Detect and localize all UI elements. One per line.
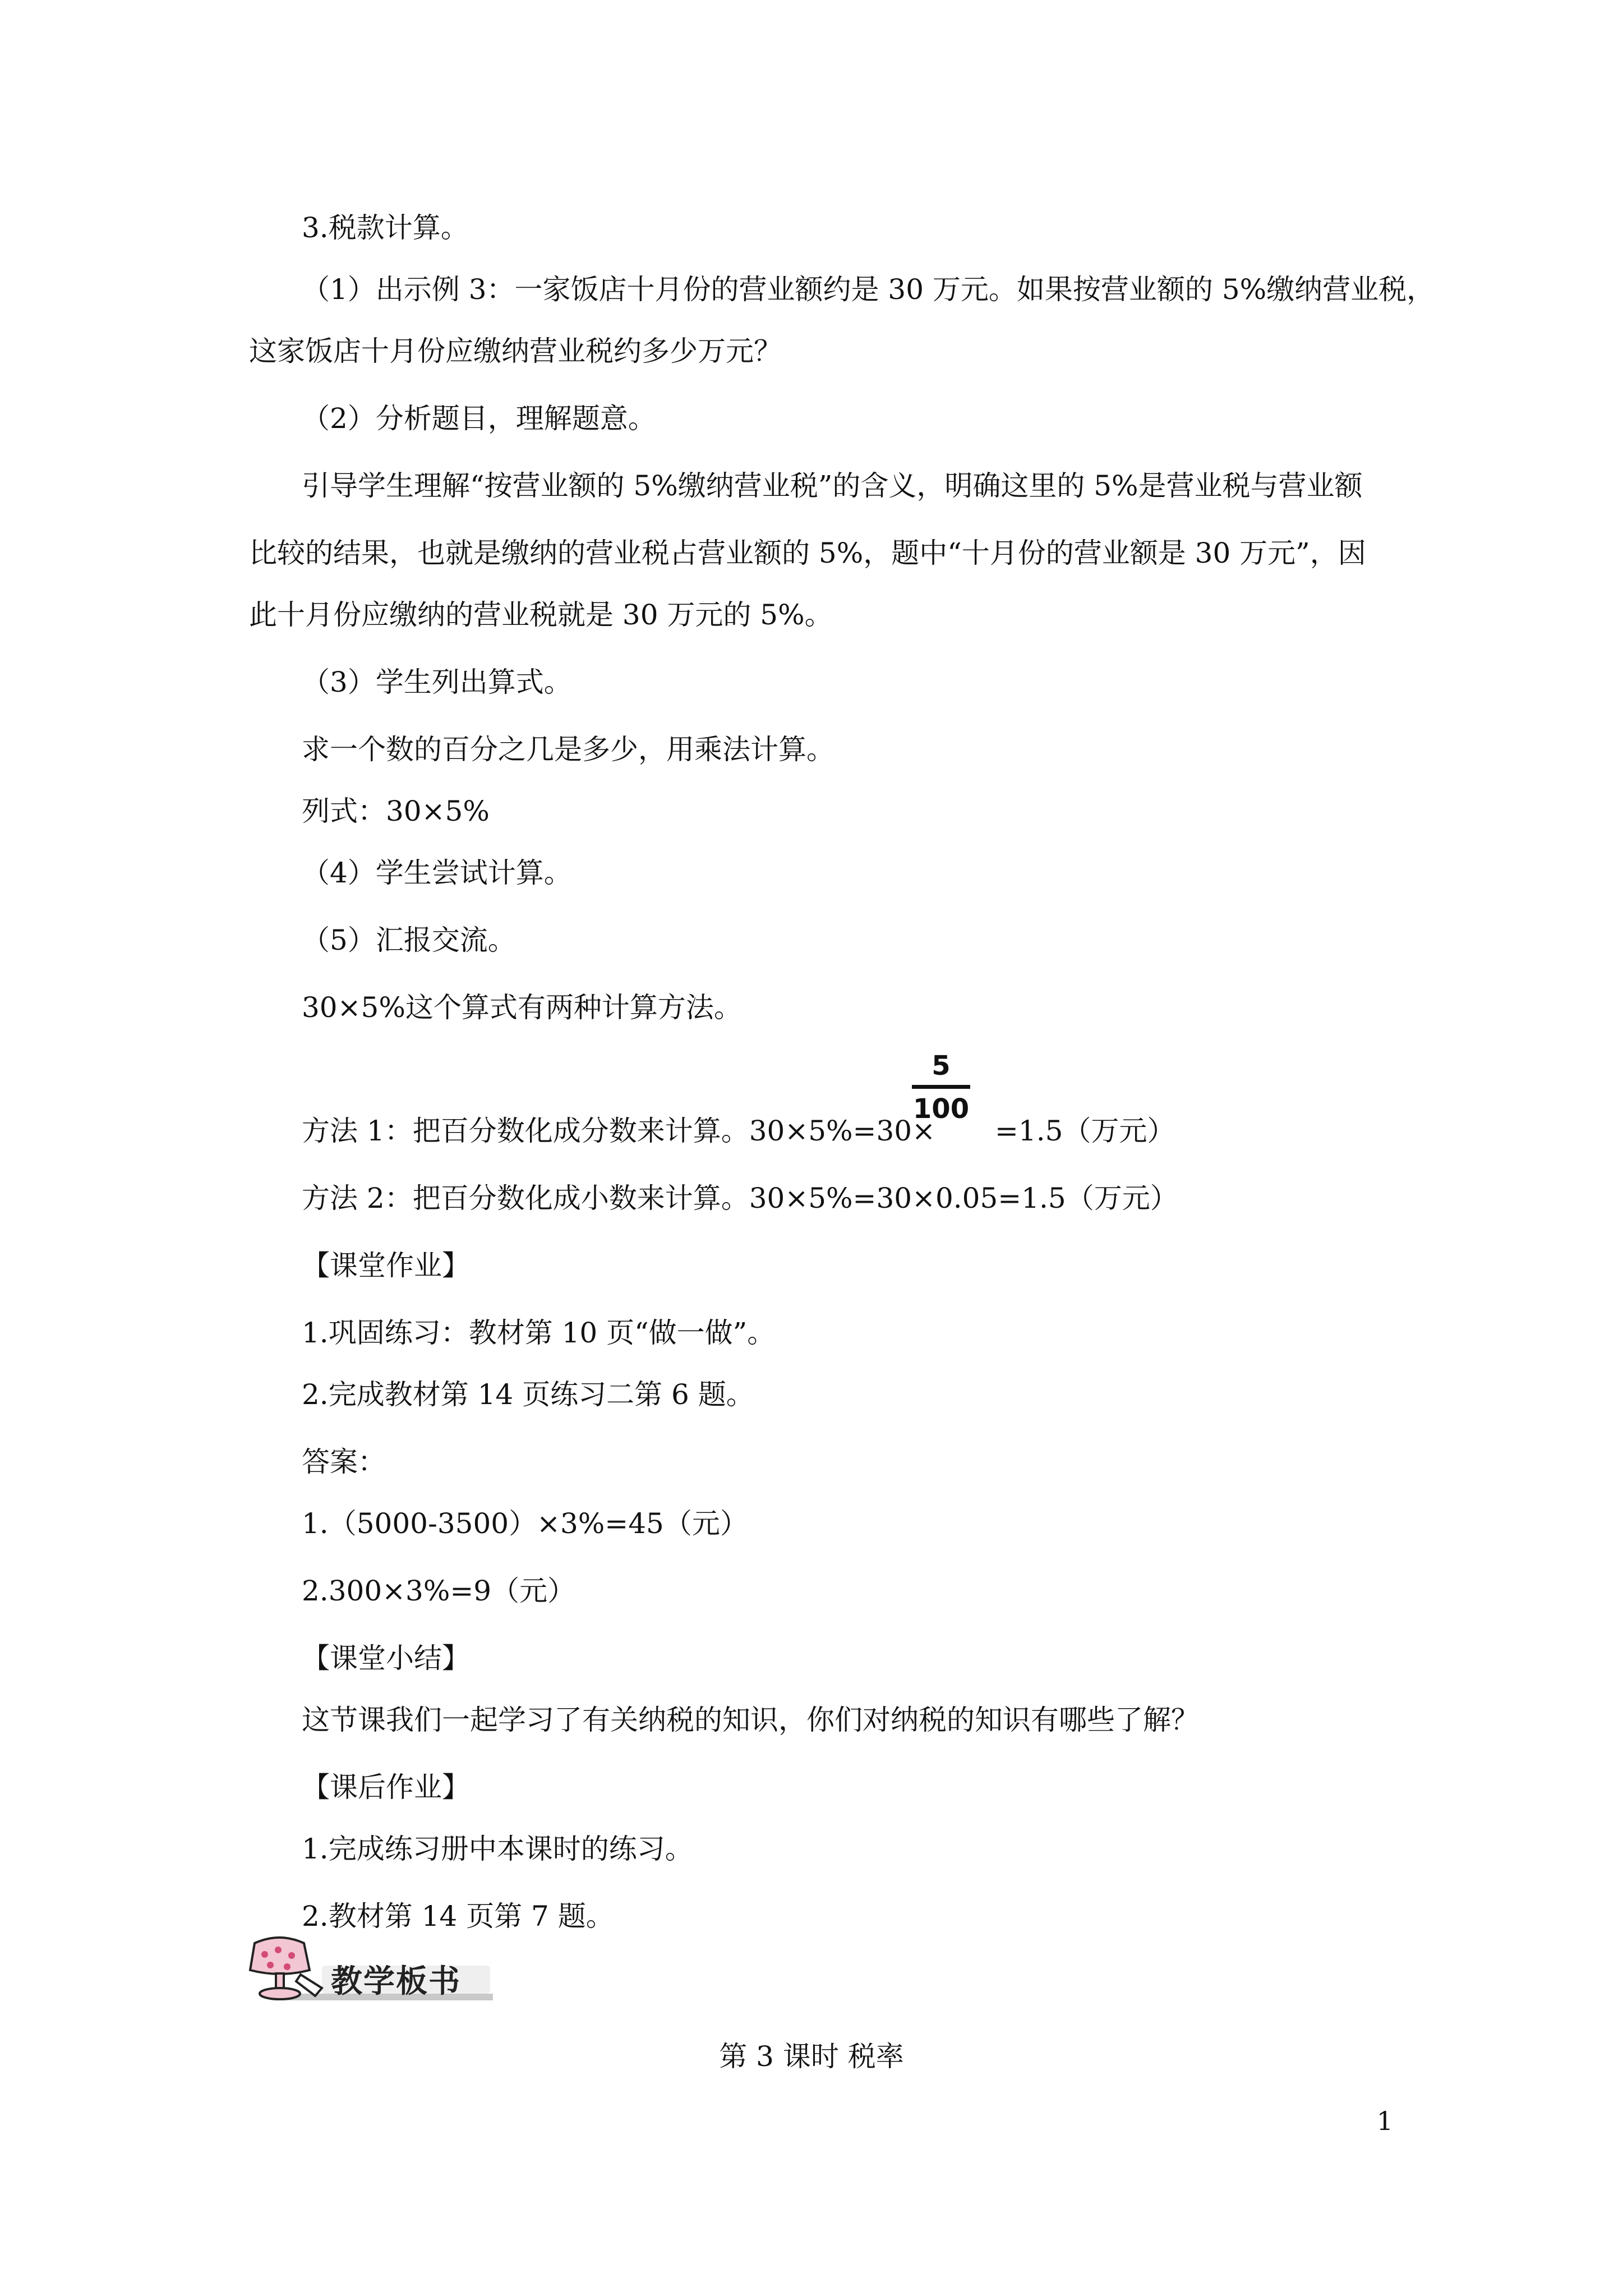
- example-3-line-1: （1）出示例 3：一家饭店十月份的营业额约是 30 万元。如果按营业额的 5%缴纳营业税，: [302, 273, 1435, 306]
- page-number: 1: [1376, 2106, 1393, 2136]
- lamp-icon: [250, 1938, 322, 1999]
- answer-1: 1.（5000-3500）×3%=45（元）: [302, 1507, 748, 1540]
- classwork-item-2: 2.完成教材第 14 页练习二第 6 题。: [302, 1378, 754, 1411]
- fraction-denominator: 100: [912, 1093, 970, 1125]
- board-lesson-title: 第 3 课时 税率: [719, 2040, 904, 2073]
- homework-item-2: 2.教材第 14 页第 7 题。: [302, 1900, 614, 1932]
- two-methods-line: 30×5%这个算式有两种计算方法。: [302, 991, 742, 1024]
- section-summary: 【课堂小结】: [302, 1642, 470, 1674]
- example-3-line-2: 这家饭店十月份应缴纳营业税约多少万元？: [249, 335, 782, 367]
- guide-line-1: 引导学生理解“按营业额的 5%缴纳营业税”的含义，明确这里的 5%是营业税与营业额: [302, 470, 1363, 502]
- fraction-bar: [912, 1085, 970, 1089]
- section-homework: 【课后作业】: [302, 1771, 470, 1803]
- fraction-5-over-100: [912, 1050, 970, 1125]
- summary-text: 这节课我们一起学习了有关纳税的知识，你们对纳税的知识有哪些了解？: [302, 1704, 1199, 1736]
- method-2-line: 方法 2：把百分数化成小数来计算。30×5%=30×0.05=1.5（万元）: [302, 1182, 1178, 1214]
- classwork-item-1: 1.巩固练习：教材第 10 页“做一做”。: [302, 1317, 776, 1349]
- step-5-report: （5）汇报交流。: [302, 924, 516, 956]
- method-1-line: 方法 1：把百分数化成分数来计算。30×5%=30×: [302, 1115, 935, 1147]
- heading-tax-calculation: 3.税款计算。: [302, 211, 469, 244]
- formula-line: 列式：30×5%: [302, 795, 490, 827]
- method-1-result: =1.5（万元）: [995, 1115, 1175, 1147]
- step-4-try: （4）学生尝试计算。: [302, 857, 572, 889]
- section-classwork: 【课堂作业】: [302, 1249, 470, 1282]
- rule-multiplication: 求一个数的百分之几是多少，用乘法计算。: [302, 733, 834, 766]
- teaching-board-label: 教学板书: [331, 1963, 461, 2000]
- step-2-analyze: （2）分析题目，理解题意。: [302, 402, 656, 435]
- fraction-numerator: 5: [932, 1050, 951, 1082]
- answers-label: 答案：: [302, 1446, 386, 1478]
- homework-item-1: 1.完成练习册中本课时的练习。: [302, 1833, 693, 1865]
- answer-2: 2.300×3%=9（元）: [302, 1575, 576, 1607]
- step-3-formula: （3）学生列出算式。: [302, 666, 572, 698]
- guide-line-2: 比较的结果，也就是缴纳的营业税占营业额的 5%，题中“十月份的营业额是 30 万元”，因: [249, 537, 1366, 569]
- guide-line-3: 此十月份应缴纳的营业税就是 30 万元的 5%。: [249, 599, 833, 631]
